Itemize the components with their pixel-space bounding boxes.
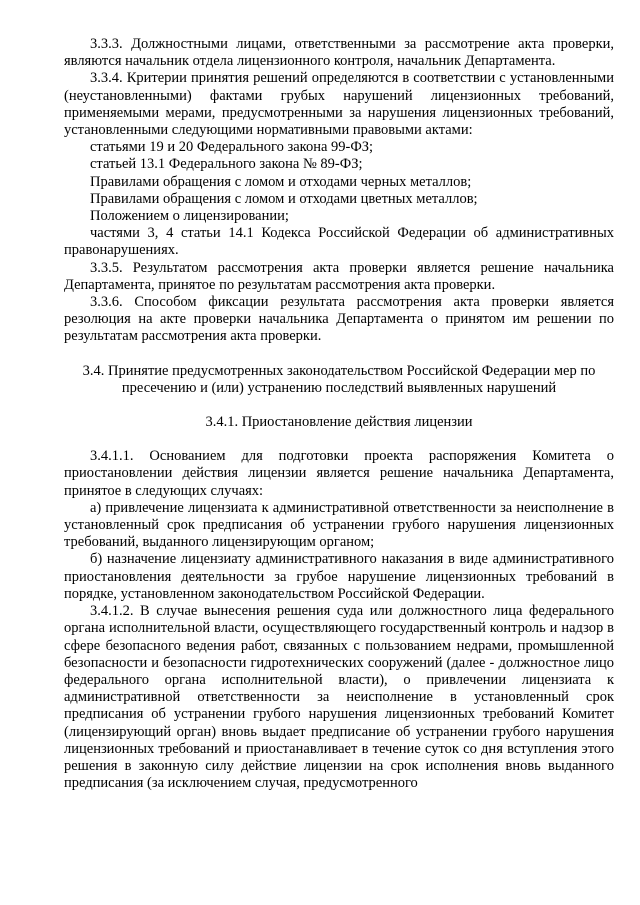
paragraph-3-3-5: 3.3.5. Результатом рассмотрения акта проверки является решение начальника Департамента, принятое по результатам рассмотрения акта проверки.	[64, 259, 614, 293]
list-item-law-99: статьями 19 и 20 Федерального закона 99-ФЗ;	[90, 139, 374, 156]
list-item-licensing-regulation: Положением о лицензировании;	[90, 208, 289, 225]
list-item-nonferrous-rules: Правилами обращения с ломом и отходами цветных металлов;	[90, 190, 478, 207]
list-item-law-89: статьей 13.1 Федерального закона № 89-ФЗ;	[90, 156, 363, 173]
paragraph-3-3-6: 3.3.6. Способом фиксации результата рассмотрения акта проверки является резолюция на акте проверки начальника Департамента о принятом им решении по результатам рассмотрения акта проверки.	[64, 294, 614, 345]
list-item-ferrous-rules: Правилами обращения с ломом и отходами черных металлов;	[90, 173, 472, 190]
paragraph-3-3-3: 3.3.3. Должностными лицами, ответственными за рассмотрение акта проверки, являются начальник отдела лицензионного контроля, начальник Департамента.	[64, 36, 614, 70]
paragraph-3-4-1-2: 3.4.1.2. В случае вынесения решения суда или должностного лица федерального органа исполнительной власти, осуществляющего государственный контроль и надзор в сфере безопасного ведения работ, связанных с пользованием недрами, промышленной безопасности и безопасности гидротехнических сооружений (далее - должностное лицо федерального органа исполнительной власти), о привлечении лицензиата к административной ответственности за неисполнение в установленный срок предписания об устранении грубого нарушения лицензионных требований Комитет (лицензирующий орган) вновь выдает предписание об устранении грубого нарушения лицензионных требований и приостанавливает в течение суток со дня вступления этого решения в законную силу действие лицензии на срок исполнения вновь выданного предписания (за исключением случая, предусмотренного	[64, 603, 614, 792]
paragraph-3-3-4: 3.3.4. Критерии принятия решений определяются в соответствии с установленными (неустановленными) фактами грубых нарушений лицензионных требований, применяемыми мерами, предусмотренными за нарушения лицензионных требований, установленными следующими нормативными правовыми актами:	[64, 70, 614, 139]
subsection-heading-3-4-1: 3.4.1. Приостановление действия лицензии	[205, 414, 473, 431]
paragraph-3-4-1-1: 3.4.1.1. Основанием для подготовки проекта распоряжения Комитета о приостановлении действия лицензии является решение начальника Департамента, принятое в следующих случаях:	[64, 448, 614, 499]
list-item-a: а) привлечение лицензиата к административной ответственности за неисполнение в установленный срок предписания об устранении грубого нарушения лицензионных требований, выданного лицензирующим органом;	[64, 499, 614, 551]
list-item-b: б) назначение лицензиату административного наказания в виде административного приостановления деятельности за грубое нарушение лицензионных требований в порядке, установленном законодательством Российской Федерации.	[64, 551, 614, 602]
list-item-admin-code: частями 3, 4 статьи 14.1 Кодекса Российской Федерации об административных правонарушениях.	[64, 225, 614, 259]
section-heading-3-4: 3.4. Принятие предусмотренных законодательством Российской Федерации мер по пресечению и (или) устранению последствий выявленных нарушений	[82, 362, 596, 396]
